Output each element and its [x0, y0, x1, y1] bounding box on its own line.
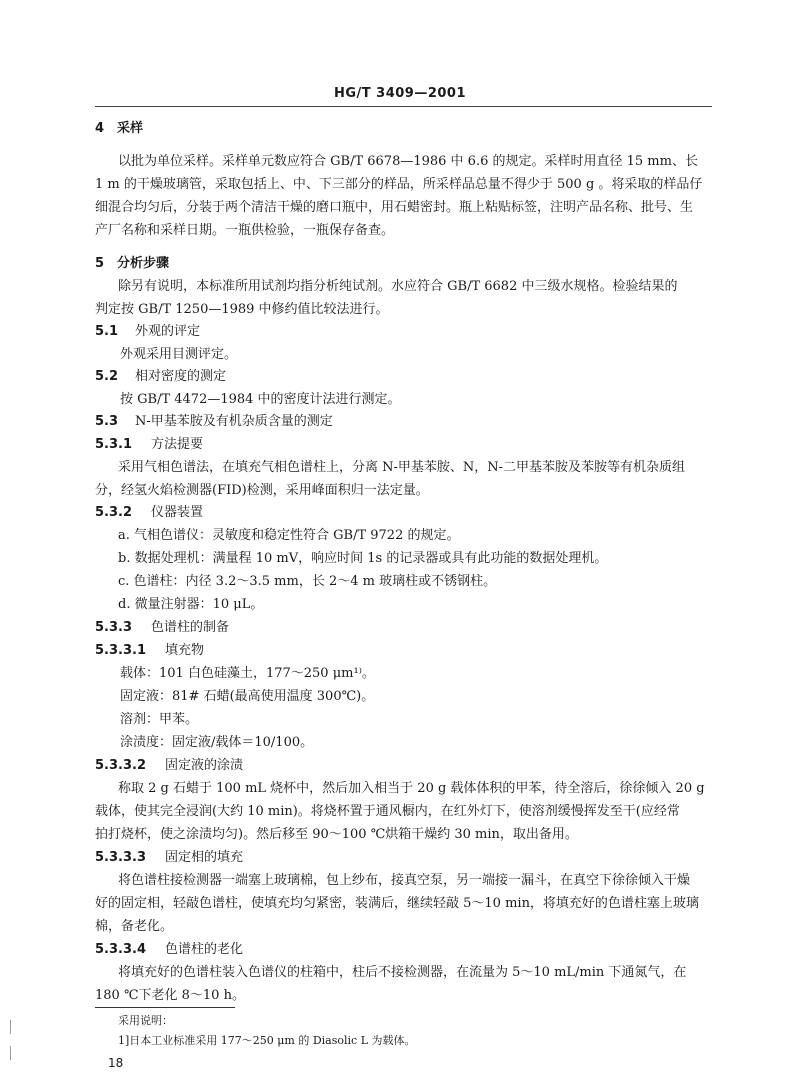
section-5-title: 5 分析步骤 — [95, 256, 170, 271]
subsection-number: 5.3.3.2 — [95, 758, 146, 773]
header-rule — [95, 106, 712, 107]
packing-carrier: 载体：101 白色硅藻土，177～250 μm¹⁾。 — [120, 666, 375, 681]
footnote-label: 采用说明： — [118, 1014, 173, 1027]
packing-coating-ratio: 涂渍度：固定液/载体＝10/100。 — [120, 735, 314, 750]
subsection-title: 色谱柱的老化 — [165, 942, 244, 957]
subsection-number: 5.3.1 — [95, 437, 133, 452]
subsection-number: 5.3 — [95, 414, 119, 429]
list-item-b: b. 数据处理机：满量程 10 mV，响应时间 1s 的记录器或具有此功能的数据处理机。 — [118, 551, 608, 566]
section-4-line-2: 1 m 的干燥玻璃管，采取包括上、中、下三部分的样品，所采样品总量不得少于 500 g 。将采取的样品仔 — [95, 177, 703, 192]
filling-line-1: 将色谱柱接检测器一端塞上玻璃棉，包上纱布，接真空泵，另一端接一漏斗，在真空下徐徐倾入干燥 — [118, 873, 691, 888]
subsection-5-2-heading — [95, 368, 226, 386]
subsection-5-1-heading — [95, 323, 200, 341]
subsection-title: 仪器装置 — [151, 505, 204, 520]
subsection-title: 固定液的涂渍 — [165, 758, 244, 773]
packing-solvent: 溶剂：甲苯。 — [120, 712, 199, 727]
packing-stationary-liquid: 固定液：81# 石蜡(最高使用温度 300℃)。 — [120, 689, 375, 704]
subsection-5-3-3-heading — [95, 619, 229, 637]
filling-line-3: 棉，备老化。 — [95, 919, 174, 934]
section-4-line-4: 产厂名称和采样日期。一瓶供检验，一瓶保存备查。 — [95, 223, 395, 238]
subsection-5-2-body: 按 GB/T 4472—1984 中的密度计法进行测定。 — [120, 392, 401, 407]
subsection-title: 填充物 — [165, 643, 205, 658]
subsection-number: 5.1 — [95, 324, 119, 339]
subsection-number: 5.2 — [95, 369, 119, 384]
subsection-title: N-甲基苯胺及有机杂质含量的测定 — [135, 414, 333, 429]
subsection-number: 5.3.2 — [95, 505, 133, 520]
list-item-c: c. 色谱柱：内径 3.2～3.5 mm，长 2～4 m 玻璃柱或不锈钢柱。 — [118, 574, 497, 589]
subsection-5-3-3-1-heading — [95, 642, 204, 660]
subsection-5-3-1-line-2: 分，经氢火焰检测器(FID)检测，采用峰面积归一法定量。 — [95, 483, 429, 498]
section-4-title: 4 采样 — [95, 121, 144, 136]
section-4-line-3: 细混合均匀后，分装于两个清洁干燥的磨口瓶中，用石蜡密封。瓶上粘贴标签，注明产品名称、批号、生 — [95, 200, 694, 215]
aging-line-2: 180 ℃下老化 8～10 h。 — [95, 988, 245, 1003]
subsection-number: 5.3.3 — [95, 620, 133, 635]
subsection-5-3-1-line-1: 采用气相色谱法，在填充气相色谱柱上，分离 N-甲基苯胺、N，N-二甲基苯胺及苯胺等有机杂质组 — [118, 460, 686, 475]
subsection-title: 固定相的填充 — [165, 850, 244, 865]
subsection-number: 5.3.3.3 — [95, 850, 146, 865]
section-5-line-1: 除另有说明，本标准所用试剂均指分析纯试剂。水应符合 GB/T 6682 中三级水规格。检验结果的 — [118, 279, 678, 294]
coating-line-3: 拍打烧杯，使之涂渍均匀)。然后移至 90～100 ℃烘箱干燥约 30 min，取出备用。 — [95, 827, 578, 842]
list-item-d: d. 微量注射器：10 μL。 — [118, 597, 264, 612]
aging-line-1: 将填充好的色谱柱装入色谱仪的柱箱中，柱后不接检测器，在流量为 5～10 mL/min 下通氮气，在 — [118, 965, 687, 980]
section-5-line-2: 判定按 GB/T 1250—1989 中修约值比较法进行。 — [95, 302, 389, 317]
subsection-5-3-2-heading — [95, 504, 203, 522]
coating-line-2: 载体，使其完全浸润(大约 10 min)。将烧杯置于通风橱内，在红外灯下，使溶剂缓慢挥发至干(应经常 — [95, 804, 680, 819]
subsection-5-3-heading — [95, 413, 333, 431]
filling-line-2: 好的固定相，轻敲色谱柱，使填充均匀紧密，装满后，继续轻敲 5～10 min，将填充好的色谱柱塞上玻璃 — [95, 896, 699, 911]
footnote-text: 1]日本工业标准采用 177～250 μm 的 Diasolic L 为载体。 — [118, 1034, 416, 1047]
standard-code-header: HG/T 3409—2001 — [333, 86, 467, 101]
subsection-5-3-3-2-heading — [95, 757, 243, 775]
subsection-5-1-body: 外观采用目测评定。 — [120, 347, 238, 362]
subsection-title: 色谱柱的制备 — [151, 620, 230, 635]
list-item-a: a. 气相色谱仪：灵敏度和稳定性符合 GB/T 9722 的规定。 — [118, 528, 460, 543]
subsection-5-3-1-heading — [95, 436, 203, 454]
subsection-5-3-3-4-heading — [95, 941, 243, 959]
subsection-number: 5.3.3.4 — [95, 942, 146, 957]
page-number: 18 — [108, 1056, 124, 1070]
subsection-title: 相对密度的测定 — [135, 369, 227, 384]
subsection-number: 5.3.3.1 — [95, 643, 146, 658]
coating-line-1: 称取 2 g 石蜡于 100 mL 烧杯中，然后加入相当于 20 g 载体体积的甲苯，待全溶后，徐徐倾入 20 g — [118, 781, 705, 796]
subsection-title: 外观的评定 — [135, 324, 201, 339]
section-4-line-1: 以批为单位采样。采样单元数应符合 GB/T 6678—1986 中 6.6 的规定。采样时用直径 15 mm、长 — [118, 154, 698, 169]
scan-edge-mark — [10, 1020, 11, 1034]
scan-edge-mark — [10, 1046, 11, 1060]
subsection-title: 方法提要 — [151, 437, 204, 452]
subsection-5-3-3-3-heading — [95, 849, 243, 867]
footnote-rule — [95, 1007, 235, 1008]
